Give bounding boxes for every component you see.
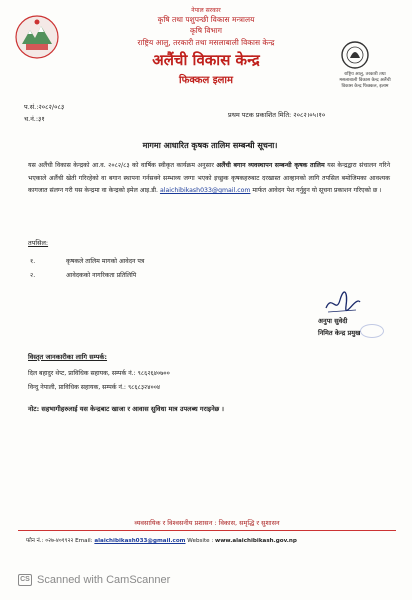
- center-logo-icon: [340, 40, 370, 70]
- body-bold-phrase: अलैंची बगान व्यवस्थापन सम्बन्धी कृषक तालिम: [216, 162, 325, 169]
- footer-email-link[interactable]: alaichibikash033@gmail.com: [94, 538, 186, 544]
- signatory-name: अनुपा सुवेदी: [318, 317, 348, 325]
- contact-item: दिल बहादुर थेप्ट, प्राविधिक सहायक, सम्पर्क नं.: ९८६२६४०७००: [28, 370, 170, 377]
- body-part-1: यस अलैंची विकास केन्द्रको आ.व. २०८२/८३ को वार्षिक स्वीकृत कार्यक्रम अनुसार: [28, 162, 214, 169]
- publish-date: प्रथम पटक प्रकाशित मिति: २०८२।०५।१०: [228, 111, 326, 119]
- header-national-center: राष्ट्रिय आलु, तरकारी तथा मसलाबाली विकास केन्द्र: [137, 38, 275, 47]
- footer-divider: [18, 530, 396, 531]
- organization-location: फिक्कल इलाम: [179, 75, 233, 86]
- attachment-text: आवेदकको नागरिकता प्रतिलिपि: [66, 272, 137, 279]
- signatory-title: निमित केन्द्र प्रमुख: [318, 329, 361, 337]
- notice-body: [28, 160, 390, 198]
- attachment-text: कृषकले तालिम मागको आवेदन पत्र: [66, 258, 145, 265]
- contact-item: विन्दु नेपाली, प्राविधिक सहायक, सम्पर्क नं.: ९८६८३२४००४: [28, 384, 161, 391]
- body-part-2: यस केन्द्रद्वारा संचालन गरिने भएकाले अलैंची खेती गरिरहेको वा बगान स्थापना गर्नसक्ने सम्भाव्य जग्गा भएको इच्छुक कृषकहरुबाट दरखास्त आव्हानको लागि तपसिल बमोजिमका आवश्यक कागजात संलग्न गरी यस केन्द्रमा वा केन्द्रको इमेल आइ.डी.: [28, 162, 391, 194]
- watermark-text: Scanned with CamScanner: [37, 574, 171, 586]
- header-government: नेपाल सरकार: [191, 7, 221, 14]
- footer-phone: फोन नं.: ०२७-४०१९२२: [26, 538, 74, 544]
- footer-contact: [26, 536, 396, 544]
- stamp-mark: [360, 324, 384, 338]
- attachment-number: १.: [30, 258, 36, 265]
- signature-mark: [322, 288, 362, 316]
- header-ministry: कृषि तथा पशुपन्छी विकास मन्त्रालय: [157, 15, 255, 24]
- camscanner-logo-icon: CS: [18, 574, 32, 586]
- attachment-item: [30, 256, 144, 265]
- reference-number: प.सं.:२०८२/०८३: [24, 103, 65, 111]
- camscanner-watermark: [18, 574, 170, 586]
- body-part-3: मार्फत आवेदन पेश गर्नुहुन यो सूचना प्रकाशन गरिएको छ ।: [252, 187, 382, 194]
- attachment-item: [30, 270, 136, 279]
- footer-website-label: Website :: [187, 538, 214, 544]
- dispatch-number: च.नं.:३१: [24, 115, 45, 123]
- attachment-number: २.: [30, 272, 36, 279]
- body-email-link[interactable]: alaichibikash033@gmail.com: [159, 187, 251, 194]
- attachments-title: तपसिल:: [28, 239, 49, 247]
- header-department: कृषि विभाग: [190, 26, 222, 35]
- notice-note: नोट: सहभागीहरुलाई यस केन्द्रबाट खाजा र आवास सुविधा मात्र उपलब्ध गराइनेछ ।: [28, 405, 224, 413]
- notice-subject: मागमा आधारित कृषक तालिम सम्बन्धी सूचना।: [142, 141, 278, 150]
- footer-email-label: Email:: [75, 538, 93, 544]
- footer-motto: व्यवसायिक र विश्वसनीय प्रशासन : विकास, समृद्धि र सुशासन: [134, 519, 280, 527]
- organization-title: अलैंची विकास केन्द्र: [152, 51, 260, 69]
- nepal-emblem-icon: [14, 14, 60, 60]
- footer-website-link[interactable]: www.alaichibikash.gov.np: [215, 538, 297, 544]
- contact-title: विस्तृत जानकारीका लागि सम्पर्क:: [28, 353, 108, 361]
- center-logo-caption: राष्ट्रिय आलु, तरकारी तथा मसलाबाली विकास केन्द्र अलैंची विकास केन्द्र फिक्कल, इलाम: [339, 72, 391, 89]
